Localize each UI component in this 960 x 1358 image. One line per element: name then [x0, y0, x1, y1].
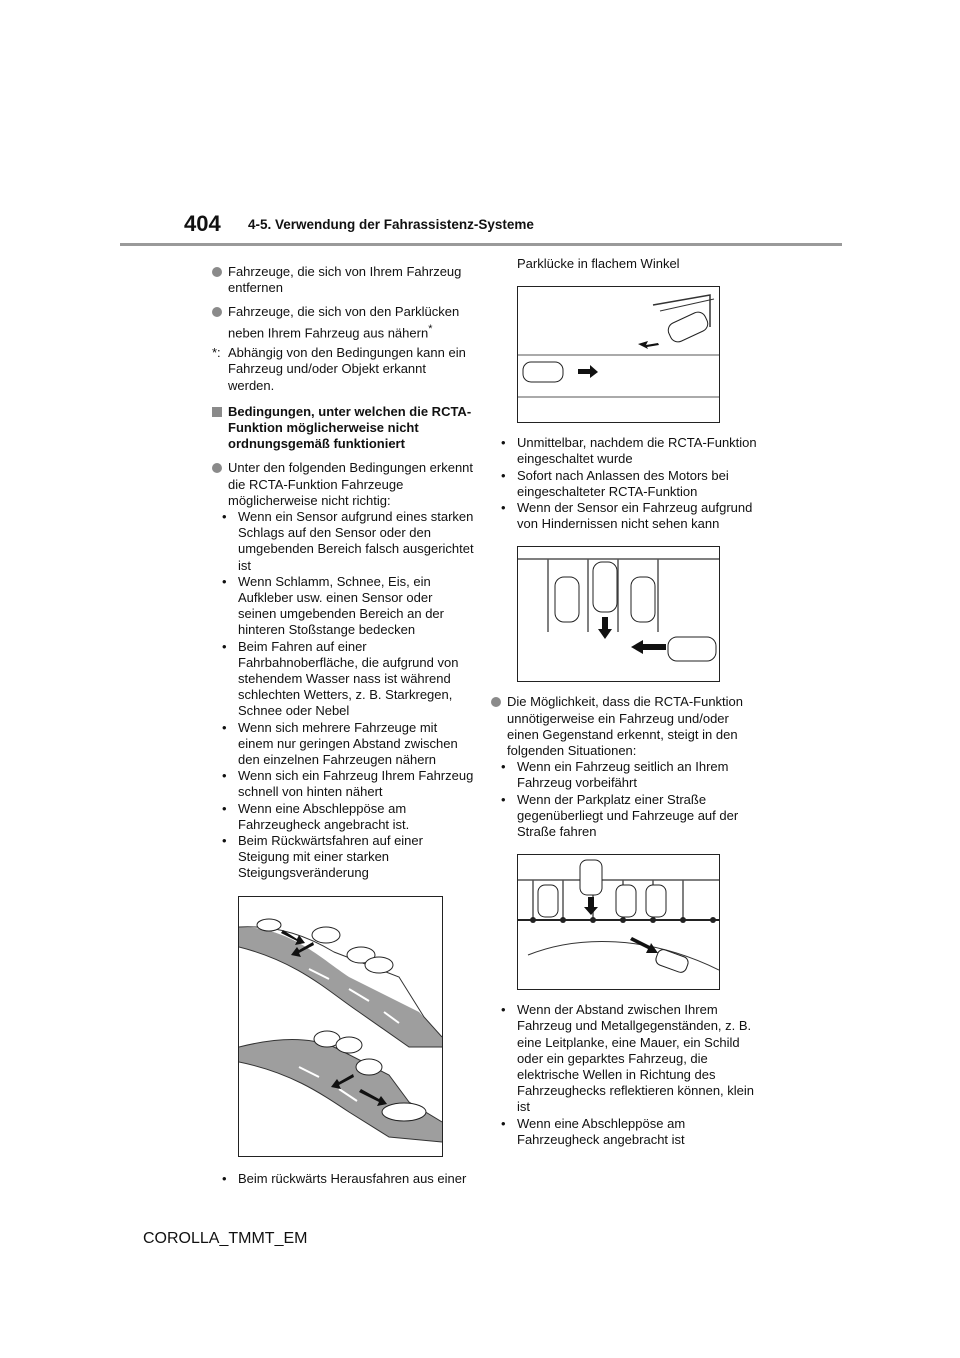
bullet-text: Unter den folgenden Bedingungen erkennt die RCTA-Funktion Fahrzeuge möglicherweise nicht richtig: — [228, 460, 474, 508]
list-point: • — [501, 759, 506, 775]
list-point: • — [222, 638, 227, 654]
bullet-dot-icon — [212, 267, 222, 277]
footnote-mark: *: — [212, 345, 221, 361]
subsection-heading — [212, 404, 474, 453]
list-point: • — [222, 1170, 227, 1186]
bullet-item — [491, 694, 757, 759]
list-item — [212, 509, 474, 574]
list-point: • — [222, 719, 227, 735]
bullet-text: Fahrzeuge, die sich von den Parklücken neben Ihrem Fahrzeug aus nähern — [228, 304, 460, 340]
list-text: Sofort nach Anlassen des Motors bei eingeschalteter RCTA-Funktion — [517, 467, 729, 499]
list-item — [212, 639, 474, 720]
list-point: • — [501, 467, 506, 483]
list-text: Wenn sich mehrere Fahrzeuge mit einem nur geringen Abstand zwischen den einzelnen Fahrzeugen nähern — [238, 719, 458, 768]
list-text: Beim Fahren auf einer Fahrbahnoberfläche, die aufgrund von stehendem Wasser nass ist während schlechten Wetters, z. B. Starkregen, Schnee oder Nebel — [238, 638, 459, 719]
list-text: Beim rückwärts Herausfahren aus einer — [238, 1170, 467, 1186]
list-point: • — [222, 800, 227, 816]
list-text: Wenn der Parkplatz einer Straße gegenüberliegt und Fahrzeuge auf der Straße fahren — [517, 791, 739, 840]
bullet-text: Die Möglichkeit, dass die RCTA-Funktion unnötigerweise ein Fahrzeug und/oder einen Gegenstand erkennt, steigt in den folgenden Situationen: — [507, 694, 744, 759]
list-point: • — [501, 1115, 506, 1131]
right-column — [491, 256, 757, 1148]
list-point: • — [501, 1002, 506, 1018]
document-code: COROLLA_TMMT_EM — [143, 1230, 308, 1247]
bullet-dot-icon — [212, 463, 222, 473]
list-text: Wenn sich ein Fahrzeug Ihrem Fahrzeug schnell von hinten nähert — [238, 768, 474, 800]
left-column — [212, 256, 474, 1187]
list-text: Wenn der Sensor ein Fahrzeug aufgrund von Hindernissen nicht sehen kann — [517, 500, 753, 532]
list-point: • — [222, 508, 227, 524]
list-point: • — [222, 768, 227, 784]
heading-text: Bedingungen, unter welchen die RCTA-Funktion möglicherweise nicht ordnungsgemäß funktioniert — [228, 403, 472, 452]
bullet-dot-icon — [212, 307, 222, 317]
bullet-dot-icon — [491, 697, 501, 707]
footnote — [212, 345, 474, 394]
footnote-ref: * — [428, 322, 433, 335]
list-item — [212, 574, 474, 639]
list-text: Wenn eine Abschleppöse am Fahrzeugheck angebracht ist — [517, 1115, 686, 1147]
bullet-item — [212, 264, 474, 296]
list-point: • — [501, 435, 506, 451]
page-header — [0, 0, 960, 260]
list-point: • — [222, 833, 227, 849]
list-item — [491, 468, 757, 500]
slope-illustration — [238, 896, 443, 1157]
roadside-parking-illustration — [517, 854, 720, 990]
list-point: • — [501, 791, 506, 807]
list-item — [212, 720, 474, 769]
bullet-text: Fahrzeuge, die sich von Ihrem Fahrzeug entfernen — [228, 264, 462, 296]
page-number: 404 — [184, 211, 221, 236]
list-item — [491, 1116, 757, 1148]
list-item — [491, 435, 757, 467]
list-point: • — [501, 500, 506, 516]
list-text: Unmittelbar, nachdem die RCTA-Funktion eingeschaltet wurde — [517, 435, 757, 467]
footnote-text: Abhängig von den Bedingungen kann ein Fahrzeug und/oder Objekt erkannt werden. — [228, 345, 466, 393]
list-text: Wenn eine Abschleppöse am Fahrzeugheck angebracht ist. — [238, 800, 410, 832]
list-item — [212, 1171, 474, 1187]
bullet-item — [212, 304, 474, 341]
square-bullet-icon — [212, 407, 222, 417]
list-text: Wenn ein Fahrzeug seitlich an Ihrem Fahrzeug vorbeifährt — [517, 759, 729, 791]
list-item — [491, 792, 757, 841]
list-text: Wenn Schlamm, Schnee, Eis, ein Aufkleber usw. einen Sensor oder seinen umgebenden Bereich an der hinteren Stoßstange bedecken — [238, 573, 444, 638]
list-item — [491, 500, 757, 532]
angled-parking-illustration — [517, 286, 720, 423]
section-title: 4-5. Verwendung der Fahrassistenz-Systeme — [248, 217, 534, 232]
list-text: Beim Rückwärtsfahren auf einer Steigung mit einer starken Steigungsveränderung — [238, 833, 423, 881]
list-item — [212, 801, 474, 833]
list-item — [491, 759, 757, 791]
header-divider — [120, 243, 842, 246]
obstacle-parking-illustration — [517, 546, 720, 682]
list-text: Wenn ein Sensor aufgrund eines starken Schlags auf den Sensor oder den umgebenden Bereich falsch ausgerichtet ist — [238, 508, 474, 573]
list-text: Wenn der Abstand zwischen Ihrem Fahrzeug und Metallgegenständen, z. B. eine Leitplanke, eine Mauer, ein Schild oder ein geparktes Fahrzeug, die elektrische Wellen in Richtung des Fahrzeughecks reflektieren können, klein ist — [517, 1002, 755, 1115]
continuation-text: Parklücke in flachem Winkel — [517, 256, 680, 271]
list-point: • — [222, 573, 227, 589]
bullet-item — [212, 460, 474, 509]
list-item — [212, 833, 474, 882]
list-item — [212, 768, 474, 800]
list-item — [491, 1002, 757, 1115]
